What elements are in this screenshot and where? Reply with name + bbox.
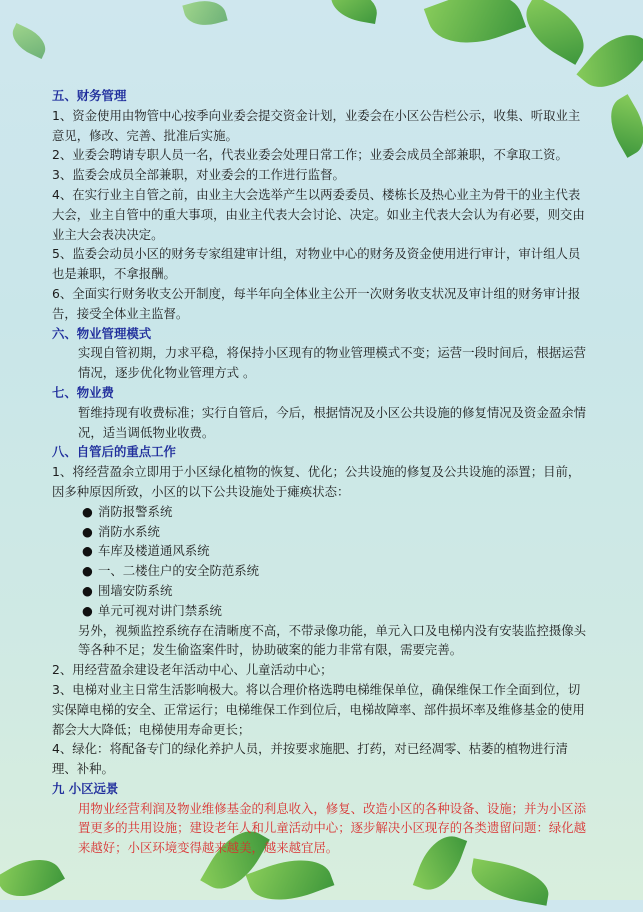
section-8-heading: 八、自管后的重点工作 (52, 444, 176, 460)
section-6-heading: 六、物业管理模式 (52, 325, 152, 341)
leaf-decoration (600, 94, 643, 158)
leaf-decoration (7, 23, 51, 59)
list-item: ● 消防报警系统 (82, 502, 592, 522)
sec8-item-2: 2、用经营盈余建设老年活动中心、儿童活动中心； (52, 662, 333, 678)
sec5-item-3: 3、监委会成员全部兼职，对业委会的工作进行监督。 (52, 167, 345, 183)
sec8-item-1: 1、将经营盈余立即用于小区绿化植物的恢复、优化；公共设施的修复及公共设施的添置；目前，因多种原因所致，小区的以下公共设施处于瘫痪状态： (52, 464, 581, 499)
list-item: ● 消防水系统 (82, 522, 592, 542)
sec5-item-6: 6、全面实行财务收支公开制度，每半年向全体业主公开一次财务收支状况及审计组的财务审计报告，接受全体业主监督。 (52, 285, 581, 321)
leaf-decoration (468, 858, 553, 905)
list-item: ● 围墙安防系统 (82, 581, 592, 601)
document-body (52, 86, 592, 858)
sec5-item-1: 1、资金使用由物管中心按季向业委会提交资金计划，业委会在小区公告栏公示，收集、听取业主意见，修改、完善、批准后实施。 (52, 107, 581, 143)
sec5-item-4: 4、在实行业主自管之前，由业主大会选举产生以两委委员、楼栋长及热心业主为骨干的业主代表大会，业主自管中的重大事项，由业主代表大会讨论、决定。如业主代表大会认为有必要，则交由业主大会表决决定。 (52, 186, 585, 242)
sec5-item-5: 5、监委会动员小区的财务专家组建审计组，对物业中心的财务及资金使用进行审计，审计组人员也是兼职，不拿报酬。 (52, 246, 581, 282)
section-9-heading: 九 小区远景 (52, 780, 119, 796)
leaf-decoration (515, 0, 596, 65)
sec8-item-3: 3、电梯对业主日常生活影响极大。将以合理价格选聘电梯维保单位，确保维保工作全面到位，切实保障电梯的安全、正常运行；电梯维保工作到位后，电梯故障率、部件损坏率及维修基金的使用都会大大降低；电梯使用寿命更长； (52, 681, 585, 737)
list-item: ● 单元可视对讲门禁系统 (82, 601, 592, 621)
sec8-extra: 另外，视频监控系统存在清晰度不高，不带录像功能，单元入口及电梯内没有安装监控摄像头等各种不足；发生偷盗案件时，协助破案的能力非常有限，需要完善。 (78, 622, 587, 658)
leaf-decoration (424, 0, 526, 58)
section-5-heading: 五、财务管理 (52, 88, 127, 103)
paralyzed-systems-list (52, 502, 592, 621)
sec7-text: 暂维持现有收费标准；实行自管后，今后，根据情况及小区公共设施的修复情况及资金盈余情况，适当调低物业收费。 (78, 404, 587, 440)
list-item: ● 一、二楼住户的安全防范系统 (82, 561, 592, 581)
sec5-item-2: 2、业委会聘请专职人员一名，代表业委会处理日常工作；业委会成员全部兼职，不拿取工资。 (52, 147, 568, 163)
sec6-text: 实现自管初期，力求平稳，将保持小区现有的物业管理模式不变；运营一段时间后，根据运营情况，逐步优化物业管理方式 。 (78, 345, 587, 381)
sec8-item-4: 4、绿化：将配备专门的绿化养护人员，并按要求施肥、打药，对已经凋零、枯萎的植物进行清理、补种。 (52, 741, 568, 777)
list-item: ● 车库及楼道通风系统 (82, 541, 592, 561)
section-7-heading: 七、物业费 (52, 384, 114, 400)
leaf-decoration (182, 0, 227, 31)
sec9-text: 用物业经营利润及物业维修基金的利息收入，修复、改造小区的各种设备、设施；并为小区添置更多的共用设施；建设老年人和儿童活动中心；逐步解决小区现存的各类遗留问题：绿化越来越好；小区环境变得越来越美，越来越宜居。 (78, 800, 587, 856)
leaf-decoration (328, 0, 380, 24)
